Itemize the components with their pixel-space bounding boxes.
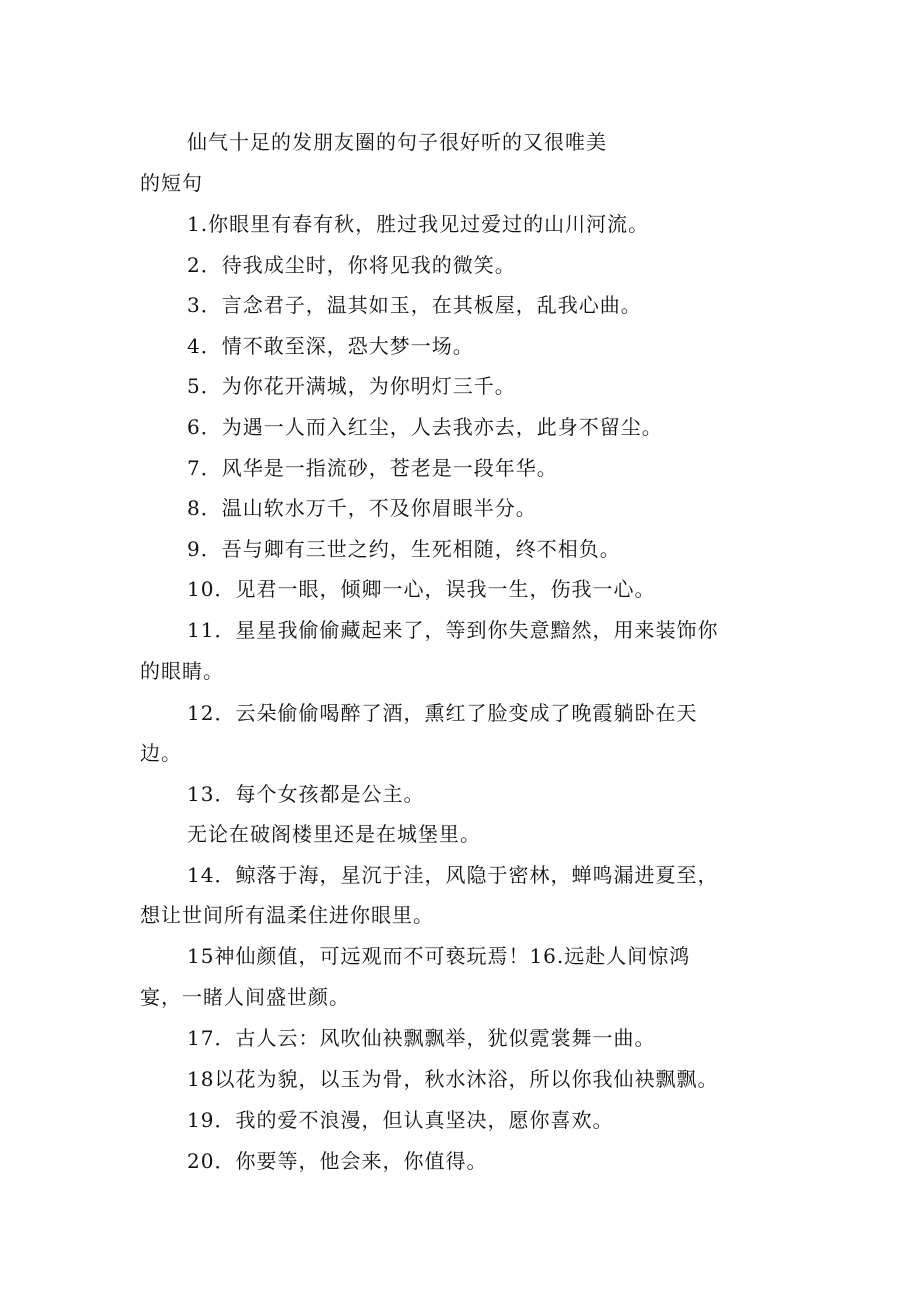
text-line: 13．每个女孩都是公主。 [187, 782, 425, 806]
text-line: 17．古人云：风吹仙袂飘飘举，犹似霓裳舞一曲。 [187, 1026, 656, 1050]
text-line: 的眼睛。 [140, 659, 224, 683]
text-line: 12．云朵偷偷喝醉了酒，熏红了脸变成了晚霞躺卧在天 [187, 701, 698, 725]
title-line-2: 的短句 [140, 171, 203, 195]
text-line: 18以花为貌，以玉为骨，秋水沐浴，所以你我仙袂飘飘。 [187, 1067, 719, 1091]
text-line: 1.你眼里有春有秋，胜过我见过爱过的山川河流。 [187, 212, 650, 236]
text-line: 19．我的爱不浪漫，但认真坚决，愿你喜欢。 [187, 1108, 614, 1132]
text-line: 3．言念君子，温其如玉，在其板屋，乱我心曲。 [187, 293, 642, 317]
text-line: 11．星星我偷偷藏起来了，等到你失意黯然，用来装饰你 [187, 618, 719, 642]
text-line: 7．风华是一指流砂，苍老是一段年华。 [187, 456, 558, 480]
text-line: 10．见君一眼，倾卿一心，误我一生，伤我一心。 [187, 577, 656, 601]
text-line: 想让世间所有温柔住进你眼里。 [140, 903, 434, 927]
text-line: 6．为遇一人而入红尘，人去我亦去，此身不留尘。 [187, 415, 663, 439]
text-line: 宴，一睹人间盛世颜。 [140, 985, 350, 1009]
text-line: 20．你要等，他会来，你值得。 [187, 1149, 488, 1173]
text-line: 无论在破阁楼里还是在城堡里。 [187, 822, 481, 846]
title-line-1: 仙气十足的发朋友圈的句子很好听的又很唯美 [187, 130, 607, 154]
text-line: 2．待我成尘时，你将见我的微笑。 [187, 253, 516, 277]
text-line: 4．情不敢至深，恐大梦一场。 [187, 334, 474, 358]
text-line: 5．为你花开满城，为你明灯三千。 [187, 374, 516, 398]
text-line: 14．鲸落于海，星沉于洼，风隐于密林，蝉鸣漏进夏至， [187, 863, 719, 887]
text-line: 边。 [140, 741, 182, 765]
text-line: 15神仙颜值，可远观而不可亵玩焉！16.远赴人间惊鸿 [187, 944, 691, 968]
text-line: 9．吾与卿有三世之约，生死相随，终不相负。 [187, 537, 621, 561]
text-line: 8．温山软水万千，不及你眉眼半分。 [187, 496, 537, 520]
